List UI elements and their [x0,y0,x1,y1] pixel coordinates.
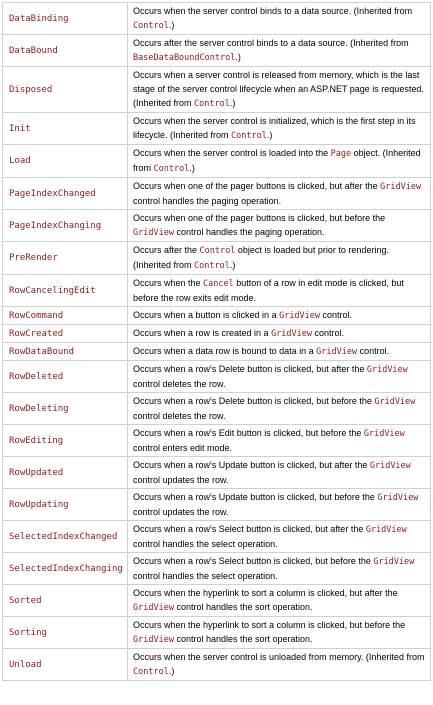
event-name[interactable]: DataBound [3,35,128,67]
event-description [128,67,431,113]
code-reference[interactable]: BaseDataBoundControl [133,53,236,63]
code-reference[interactable]: GridView [365,525,407,535]
event-row [3,242,431,275]
event-row [3,210,431,242]
code-reference[interactable]: Control [194,99,230,109]
event-row [3,307,431,325]
description-text: Occurs when a row's Edit button is clicked, but before the [133,428,364,438]
event-name[interactable]: Init [3,113,128,145]
event-name[interactable]: DataBinding [3,3,128,35]
event-name[interactable]: RowCommand [3,307,128,325]
description-text: Occurs when a row's Update button is clicked, but before the [133,492,378,502]
description-text: Occurs when a data row is bound to data in a [133,346,317,356]
event-description [128,325,431,343]
event-name[interactable]: Unload [3,649,128,681]
code-reference[interactable]: GridView [377,493,419,503]
event-description [128,585,431,617]
code-reference[interactable]: GridView [279,311,321,321]
description-text: .) [168,666,175,676]
event-row [3,425,431,457]
event-name[interactable]: PageIndexChanged [3,178,128,210]
description-text: control handles the paging operation. [173,227,325,237]
description-text: .) [189,163,195,173]
code-reference[interactable]: GridView [380,182,422,192]
event-description [128,393,431,425]
event-name[interactable]: PreRender [3,242,128,275]
description-text: control handles the sort operation. [173,602,313,612]
description-text: control enters edit mode. [133,443,233,453]
code-reference[interactable]: GridView [374,397,416,407]
event-row [3,649,431,681]
code-reference[interactable]: GridView [133,228,174,238]
code-reference[interactable]: Control [133,21,169,31]
description-text: Occurs when the server control is unloaded from memory. (Inherited from [133,652,425,662]
description-text: control handles the select operation. [133,571,278,581]
event-description [128,553,431,585]
code-reference[interactable]: GridView [133,635,174,645]
event-row [3,275,431,307]
description-text: Occurs when a row's Delete button is clicked, but after the [133,364,367,374]
description-text: Occurs when a server control is released from memory, which is the last stage of the server control lifecycle when an ASP.NET page is requested. (Inherited from [133,70,424,108]
event-name[interactable]: Sorting [3,617,128,649]
description-text: Occurs when the server control is initialized, which is the first step in its lifecycle. (Inherited from [133,116,416,140]
event-description [128,649,431,681]
events-table [2,2,431,681]
event-name[interactable]: RowDeleted [3,361,128,393]
event-name[interactable]: RowCancelingEdit [3,275,128,307]
event-description [128,210,431,242]
description-text: Occurs when a row's Select button is clicked, but after the [133,524,366,534]
code-reference[interactable]: GridView [363,429,405,439]
event-name[interactable]: RowUpdating [3,489,128,521]
event-description [128,307,431,325]
code-reference[interactable]: GridView [133,603,174,613]
event-name[interactable]: RowEditing [3,425,128,457]
event-description [128,145,431,178]
event-row [3,585,431,617]
description-text: .) [168,20,175,30]
event-description [128,178,431,210]
event-description [128,617,431,649]
event-description [128,489,431,521]
description-text: Occurs when the [133,278,204,288]
event-name[interactable]: Sorted [3,585,128,617]
description-text: .) [235,52,241,62]
description-text: control updates the row. [133,507,229,517]
event-name[interactable]: Disposed [3,67,128,113]
event-row [3,361,431,393]
event-row [3,617,431,649]
description-text: control. [320,310,353,320]
code-reference[interactable]: Control [133,667,169,677]
event-name[interactable]: SelectedIndexChanging [3,553,128,585]
description-text: control handles the select operation. [133,539,278,549]
code-reference[interactable]: GridView [271,329,313,339]
description-text: Occurs after the server control binds to a data source. (Inherited from [133,38,409,48]
description-text: control. [357,346,390,356]
description-text: .) [229,260,236,270]
event-row [3,521,431,553]
event-row [3,35,431,67]
event-name[interactable]: RowDataBound [3,343,128,361]
event-row [3,113,431,145]
event-row [3,343,431,361]
code-reference[interactable]: Control [153,164,190,174]
code-reference[interactable]: Page [330,149,352,159]
description-text: control handles the paging operation. [133,196,282,206]
event-row [3,67,431,113]
event-row [3,3,431,35]
description-text: Occurs when one of the pager buttons is clicked, but before the [133,213,386,223]
description-text: .) [266,130,273,140]
event-name[interactable]: Load [3,145,128,178]
event-description [128,242,431,275]
code-reference[interactable]: GridView [316,347,358,357]
description-text: control handles the sort operation. [173,634,313,644]
description-text: Occurs when a button is clicked in a [133,310,280,320]
event-name[interactable]: RowCreated [3,325,128,343]
code-reference[interactable]: GridView [369,461,411,471]
event-description [128,35,431,67]
event-name[interactable]: RowUpdated [3,457,128,489]
events-table-body [3,3,431,681]
description-text: .) [229,98,236,108]
event-row [3,553,431,585]
code-reference[interactable]: GridView [373,557,415,567]
code-reference[interactable]: Control [231,131,267,141]
event-row [3,457,431,489]
description-text: control. [312,328,345,338]
event-row [3,145,431,178]
code-reference[interactable]: Control [194,261,230,271]
event-description [128,275,431,307]
description-text: Occurs when the server control is loaded into the [133,148,331,158]
event-name[interactable]: PageIndexChanging [3,210,128,242]
description-text: control deletes the row. [133,379,226,389]
code-reference[interactable]: Control [199,246,236,256]
description-text: control deletes the row. [133,411,226,421]
event-row [3,393,431,425]
event-name[interactable]: SelectedIndexChanged [3,521,128,553]
event-row [3,325,431,343]
event-description [128,113,431,145]
event-description [128,457,431,489]
description-text: Occurs when a row's Delete button is clicked, but before the [133,396,375,406]
event-description [128,3,431,35]
event-description [128,361,431,393]
description-text: button of a row in edit mode is clicked, but before the row exits edit mode. [133,278,404,303]
event-description [128,425,431,457]
description-text: Occurs when one of the pager buttons is clicked, but after the [133,181,381,191]
description-text: control updates the row. [133,475,229,485]
event-name[interactable]: RowDeleting [3,393,128,425]
description-text: Occurs when a row's Select button is clicked, but before the [133,556,374,566]
description-text: Occurs when a row is created in a [133,328,272,338]
code-reference[interactable]: Cancel [203,279,234,289]
event-row [3,178,431,210]
description-text: Occurs when the hyperlink to sort a column is clicked, but after the [133,588,398,598]
description-text: Occurs when the server control binds to a data source. (Inherited from [133,6,413,16]
description-text: Occurs when a row's Update button is clicked, but after the [133,460,370,470]
event-row [3,489,431,521]
description-text: object is loaded but prior to rendering. (Inherited from [133,245,389,270]
event-description [128,343,431,361]
description-text: Occurs when the hyperlink to sort a column is clicked, but before the [133,620,406,630]
event-description [128,521,431,553]
code-reference[interactable]: GridView [366,365,408,375]
description-text: object. (Inherited from [133,148,421,173]
description-text: Occurs after the [133,245,200,255]
